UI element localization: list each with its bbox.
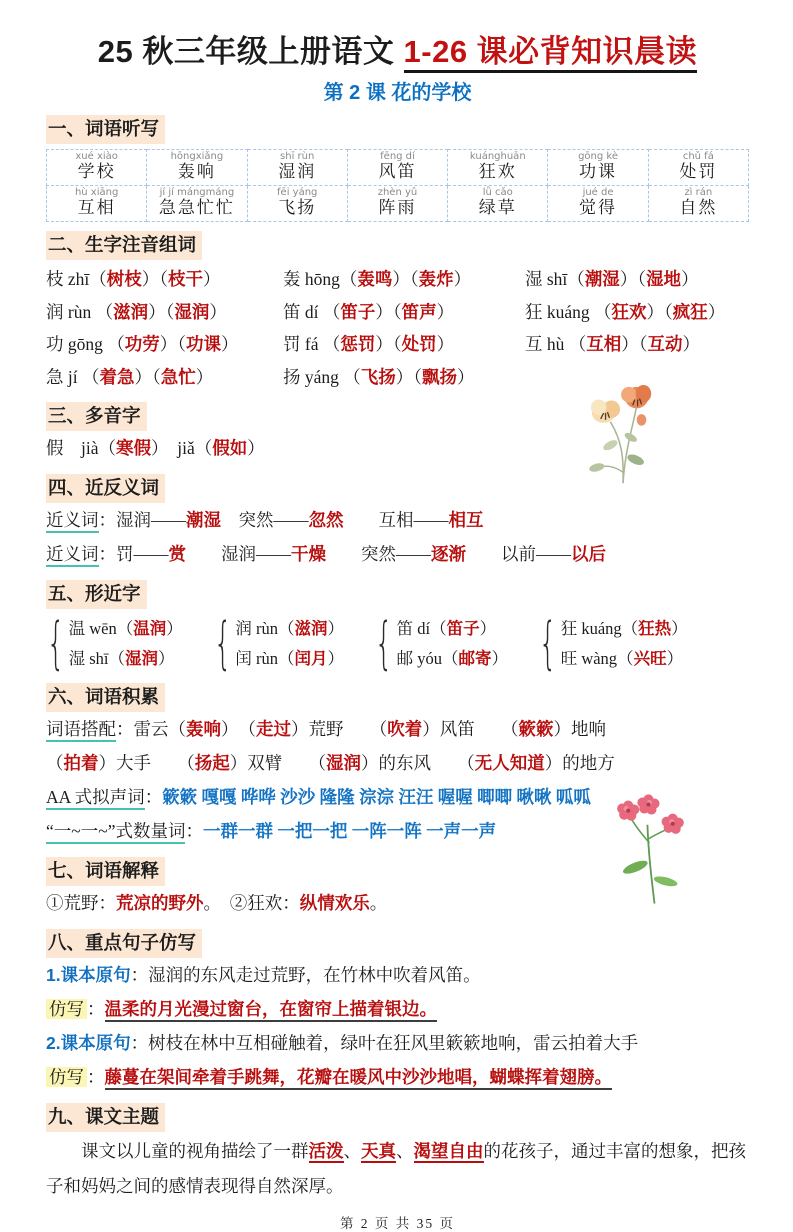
entry-word: 邮寄 [458,649,492,668]
entry-word: 湿润 [174,301,210,322]
entry-word: 功课 [186,334,221,354]
entry-text: 罚 fá （ [283,334,341,354]
section-heading-3-label: 三、多音字 [46,402,147,431]
text-segment-r: 干燥 [291,544,326,564]
entry-word: 湿地 [646,269,682,289]
section-heading-7 [46,857,749,886]
text-segment-k: 湿润—— [186,544,291,564]
text-segment-k: ） [247,438,265,458]
word-collocation-line-2 [46,746,749,780]
text-segment-hl: 仿写 [46,1067,87,1087]
text-segment-k: ：湿润的东风走过荒野，在竹林中吹着风笛。 [130,965,481,985]
entry-text: 狂 kuáng（ [560,619,639,638]
similar-character-group [213,611,345,676]
section-heading-8 [46,929,749,958]
entry-text: ） [707,301,726,322]
entry-text: ） [166,619,183,638]
text-segment-ru: 藤蔓在架间牵着手跳舞，花瓣在暖风中沙沙地唱，蝴蝶挥着翅膀。 [105,1067,613,1090]
word-explanation-line [46,886,749,920]
similar-character-line [235,614,344,644]
text-segment-k: ）地响 [553,719,606,739]
dictation-word: 互相 [77,198,116,217]
dictation-cell [247,150,347,186]
text-segment-r: 扬起 [194,753,230,773]
section-heading-3 [46,402,749,431]
similar-character-line [69,614,183,644]
pinyin-label: xué xiào [75,151,118,162]
entry-word: 处罚 [401,334,437,354]
entry-text: ） [436,334,455,354]
quantifier-line [46,814,749,848]
entry-text: ） [681,269,699,289]
text-segment-bl: 1.课本原句 [46,965,131,985]
pinyin-label: gōng kè [578,151,618,162]
section-heading-9-label: 九、课文主题 [46,1103,165,1132]
text-segment-k: 、 [396,1141,414,1161]
entry-text: 湿 shī（ [68,649,126,668]
entry-word: 轰炸 [418,269,454,289]
similar-character-group [46,611,183,676]
lesson-subtitle: 第 2 课 花的学校 [323,82,472,104]
dictation-cell [347,186,447,222]
title-black-part: 25 秋三年级上册语文 [97,34,404,69]
text-segment-r: 纵情欢乐 [299,893,370,913]
text-segment-k: 突然—— [326,544,431,564]
dictation-word: 自然 [679,198,718,217]
onomatopoeia-line [46,780,749,814]
original-sentence-1 [46,958,749,992]
similar-character-lines [69,614,183,674]
entry-text: ） [203,269,221,289]
text-segment-hl: 仿写 [46,999,87,1019]
text-segment-k: 。 ②狂欢： [203,893,300,913]
title-red-part: 1-26 课必背知识晨读 [404,34,698,73]
dictation-row-1 [47,150,749,186]
text-segment-k: ）风笛 （ [422,719,519,739]
entry-text: 狂 kuáng （ [525,301,612,322]
similar-character-group [374,611,509,676]
entry-text: ） [491,649,509,668]
entry-text: ） [479,619,497,638]
entry-text: 润 rùn（ [235,619,295,638]
entry-word: 互动 [647,334,683,354]
character-entry [525,296,749,329]
text-segment-k: ：雷云（ [116,719,186,739]
text-segment-bl: 2.课本原句 [46,1033,131,1053]
text-segment-lab: 近义词 [46,510,99,533]
text-segment-rru: 天真 [361,1141,396,1161]
entry-text: ）（ [621,334,648,354]
text-segment-r: 轰响 [186,719,221,739]
section-heading-2 [46,231,749,260]
entry-text: ）（ [148,301,175,322]
entry-word: 温润 [133,619,167,638]
character-entry [283,361,525,394]
section-heading-4 [46,474,749,503]
entry-word: 互相 [586,334,622,354]
section-heading-7-label: 七、词语解释 [46,857,165,886]
dictation-cell [347,150,447,186]
text-segment-r: 走过 [256,719,291,739]
text-segment-k: 突然—— [221,510,309,530]
text-segment-k: ）荒野 （ [291,719,388,739]
entry-text: 笛 dí（ [396,619,447,638]
entry-word: 着急 [99,366,135,387]
entry-text: ） [327,649,345,668]
text-segment-k: 以前—— [466,544,571,564]
dictation-cell [548,150,648,186]
entry-text: ）（ [619,269,647,289]
polyphonic-character-line [46,431,749,465]
text-segment-rru: 渴望自由 [413,1141,484,1161]
pinyin-label: zhèn yǔ [377,187,418,198]
curly-brace: { [46,611,65,676]
character-entry [46,361,283,394]
entry-text: 笛 dí （ [283,301,341,322]
text-segment-k: 。 [369,893,388,913]
entry-text: 旺 wàng（ [560,649,634,668]
text-segment-k: ） jiǎ（ [151,438,213,458]
entry-word: 疯狂 [672,301,708,322]
curly-brace: { [213,611,232,676]
entry-text: 功 gōng （ [46,334,125,354]
text-segment-b: 一群一群 一把一把 一阵一阵 一声一声 [202,821,497,841]
section-heading-4-label: 四、近反义词 [46,474,165,503]
entry-word: 潮湿 [584,269,620,289]
text-segment-r: 寒假 [116,438,151,458]
entry-word: 飞扬 [360,366,396,387]
dictation-cell [147,186,247,222]
text-segment-k: ：罚—— [98,544,169,564]
page-number-footer: 第 2 页 共 35 页 [339,1216,456,1231]
entry-word: 枝干 [168,269,204,289]
dictation-cell [47,150,147,186]
text-segment-k: （ [46,753,64,773]
text-segment-r: 逐渐 [431,544,466,564]
page-title [46,30,749,74]
character-entry [46,328,283,361]
section-heading-6-label: 六、词语积累 [46,683,165,712]
similar-character-line [561,644,688,674]
character-entry [46,263,283,296]
text-segment-k: ：树枝在林中互相碰触着，绿叶在狂风里簌簌地响，雷云拍着大手 [130,1033,639,1053]
dictation-word: 急急忙忙 [158,198,235,217]
text-segment-rru: 活泼 [308,1141,344,1161]
entry-word: 狂欢 [611,301,647,322]
section-heading-8-label: 八、重点句子仿写 [46,929,202,958]
character-entry [525,263,749,296]
dictation-cell [648,150,748,186]
text-segment-k: ）双臂 （ [229,753,326,773]
entry-word: 湿润 [125,649,159,668]
imitation-sentence-2 [46,1060,749,1094]
character-entry [283,328,525,361]
entry-text: 湿 shī（ [525,269,585,289]
text-segment-k: ）的地方 [544,753,615,773]
section-heading-5 [46,580,749,609]
section-heading-5-label: 五、形近字 [46,580,147,609]
entry-text: ） [671,619,688,638]
word-collocation-line-1 [46,712,749,746]
dictation-cell [47,186,147,222]
entry-text: ）（ [395,366,423,387]
dictation-word: 湿润 [278,162,317,181]
pinyin-label: chǔ fá [682,151,714,162]
entry-text: ）（ [646,301,673,322]
similar-character-lines [235,614,344,674]
dictation-cell [548,186,648,222]
similar-character-line [397,644,508,674]
dictation-word: 狂欢 [478,162,517,181]
text-segment-r: 相互 [448,510,484,530]
entry-word: 功劳 [124,334,160,354]
original-sentence-2 [46,1026,749,1060]
entry-word: 惩罚 [340,334,376,354]
character-entry [525,328,749,361]
entry-word: 狂热 [638,619,672,638]
text-segment-k: ）的东风 （ [361,753,475,773]
text-segment-r: 潮湿 [186,510,221,530]
entry-text: ）（ [159,334,186,354]
dictation-word: 阵雨 [378,198,417,217]
entry-text: ） [457,366,475,387]
entry-text: 润 rùn （ [46,301,114,322]
entry-word: 兴旺 [633,649,667,668]
entry-text: 急 jí （ [46,366,100,387]
text-segment-r: 荒凉的野外 [116,893,204,913]
dictation-word: 处罚 [679,162,718,181]
section-heading-1-label: 一、词语听写 [46,115,165,144]
similar-character-line [561,614,688,644]
entry-text: 枝 zhī（ [46,269,107,289]
text-segment-r: 无人知道 [474,753,545,773]
entry-text: ） [436,301,455,322]
dictation-word: 风笛 [378,162,417,181]
similar-character-line [235,644,344,674]
entry-text: ） [158,649,175,668]
character-entry [46,296,283,329]
entry-text: 闰 rùn（ [235,649,295,668]
entry-text: ）（ [375,334,402,354]
entry-text: 轰 hōng（ [283,269,358,289]
text-segment-k: ： [87,999,105,1019]
section-heading-6 [46,683,749,712]
entry-word: 笛子 [446,619,480,638]
text-segment-k: ） （ [221,719,256,739]
text-segment-k: ①荒野： [46,893,116,913]
pinyin-label: shī rùn [280,151,315,162]
pinyin-label: lǜ cǎo [482,187,513,198]
pinyin-label: kuánghuān [469,151,526,162]
text-segment-lab: AA 式拟声词 [46,787,145,810]
similar-character-group [538,611,688,676]
entry-word: 飘扬 [422,366,458,387]
text-segment-lab: “一~一~”式数量词 [46,821,185,844]
entry-text: ）（ [375,301,402,322]
pinyin-label: jí jí mángmáng [159,187,235,198]
similar-character-line [69,644,183,674]
similar-character-line [397,614,508,644]
dictation-word: 轰响 [177,162,216,181]
character-entry [283,263,525,296]
dictation-row-2 [47,186,749,222]
entry-word: 滋润 [294,619,328,638]
entry-word: 笛声 [401,301,437,322]
section-heading-9 [46,1103,749,1132]
entry-text: 邮 yóu（ [396,649,459,668]
entry-text: ）（ [134,366,161,387]
entry-text: ） [453,269,472,289]
text-segment-r: 假如 [212,438,248,458]
entry-text: ） [682,334,700,354]
text-segment-ru: 温柔的月光漫过窗台，在窗帘上描着银边。 [105,999,438,1022]
text-segment-lab: 词语搭配 [46,719,116,742]
text-segment-k: ： [185,821,203,841]
dictation-word: 功课 [579,162,618,181]
pinyin-label: fēng dí [380,151,415,162]
pinyin-label: hù xiāng [74,187,119,198]
entry-text: 温 wēn（ [68,619,134,638]
dictation-word: 学校 [77,162,116,181]
text-segment-k: 假 jià（ [46,438,116,458]
text-theme-paragraph [46,1134,749,1204]
synonyms-line-2 [46,537,749,571]
entry-text: ） [221,334,239,354]
text-segment-k: 的花孩子，通过丰富的想象，把孩子和妈妈之间的感情表现得自然深厚。 [46,1141,746,1196]
entry-word: 急忙 [160,366,196,387]
dictation-word: 绿草 [478,198,517,217]
similar-characters-row [46,611,749,676]
dictation-cell [448,150,548,186]
text-segment-k: ： [144,787,163,807]
text-segment-r: 以后 [571,544,606,564]
imitation-sentence-1 [46,992,749,1026]
character-pinyin-words-grid [46,263,749,393]
entry-text: ） [209,301,227,322]
entry-text: ）（ [392,269,419,289]
dictation-word-table [46,149,749,222]
character-entry [283,296,525,329]
entry-text: 互 hù （ [525,334,587,354]
text-segment-k: ： [87,1067,105,1087]
section-heading-2-label: 二、生字注音组词 [46,231,202,260]
text-segment-r: 赏 [168,544,186,564]
pinyin-label: hōngxiǎng [170,151,224,162]
text-segment-r: 拍着 [63,753,99,773]
pinyin-label: zì rán [684,187,713,198]
text-segment-k: 互相—— [343,510,449,530]
pinyin-label: fēi yáng [277,187,318,198]
curly-brace: { [374,611,393,676]
text-segment-r: 吹着 [387,719,423,739]
dictation-cell [247,186,347,222]
dictation-word: 飞扬 [278,198,317,217]
text-segment-k: ）大手 （ [98,753,195,773]
similar-character-lines [397,614,508,674]
entry-word: 闰月 [294,649,328,668]
entry-word: 滋润 [113,301,149,322]
entry-text: ）（ [141,269,169,289]
text-segment-k: ：湿润—— [98,510,186,530]
section-heading-1 [46,115,749,144]
text-segment-k: 课文以儿童的视角描绘了一群 [81,1141,309,1161]
entry-text: ） [666,649,684,668]
text-segment-r: 忽然 [308,510,344,530]
dictation-cell [147,150,247,186]
entry-word: 树枝 [106,269,142,289]
entry-text: ） [195,366,214,387]
dictation-cell [448,186,548,222]
text-segment-k: 、 [343,1141,361,1161]
text-segment-r: 湿润 [326,753,361,773]
entry-word: 笛子 [340,301,376,322]
entry-word: 轰鸣 [357,269,393,289]
dictation-word: 觉得 [579,198,618,217]
synonyms-line-1 [46,503,749,537]
text-segment-b: 簌簌 嘎嘎 哗哗 沙沙 隆隆 淙淙 汪汪 喔喔 唧唧 啾啾 呱呱 [162,787,591,807]
dictation-cell [648,186,748,222]
text-segment-lab: 近义词 [46,544,99,567]
entry-text: ） [327,619,345,638]
text-segment-r: 簌簌 [518,719,554,739]
pinyin-label: jué de [582,187,614,198]
similar-character-lines [561,614,688,674]
entry-text: 扬 yáng （ [283,366,361,387]
curly-brace: { [538,611,557,676]
